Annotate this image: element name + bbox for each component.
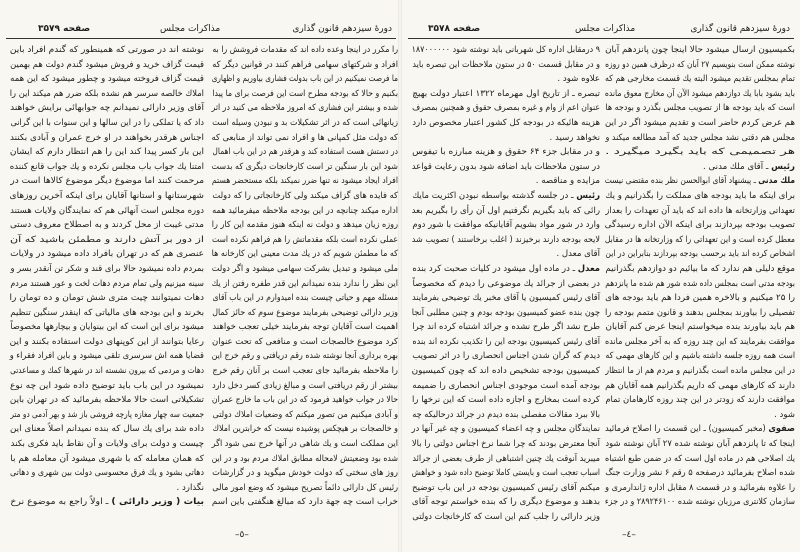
text-line: قیمت گزاف خرید و فروش میشود گندم دولت هم بهمین: [10, 59, 205, 70]
text-line: قضایا همه اش سرسری تلقی میشود و باین افراد فقراء و: [9, 351, 204, 362]
speaker-name: رئیس: [771, 161, 795, 172]
text-line: میشود برای این است که این بینوایان و بیچارهها مخصوصاً: [10, 322, 205, 333]
text-line: [605, 422, 795, 437]
text-line: را علاوه بفرمائید و در قسمت ۸ مقابل اداره ژاندارمری و: [605, 482, 795, 493]
text-line: [412, 262, 600, 277]
header-rule: [408, 38, 794, 39]
text-line: که فایده های گزاف میکند ولی کارخانجاتی را که دولت: [212, 190, 398, 201]
text-line: سینه میزنیم ولی تمام مردم دهات لخت و عور هستند مردم: [10, 278, 204, 289]
text-line: تمام بمجلس تقدیم میشود البته یك قسمت مخارجی هم که: [604, 74, 795, 85]
text-line: دهات و مردمی که بیرون نشسته اند در شهرها کمك و مساعدتی: [10, 366, 204, 377]
text-line: موافقت دارند که زودتر در این چند روزه کارهامان تمام: [605, 395, 795, 406]
text-line: و در مقابل جزء ۶۴ حقوق و هزینه مبارزه با تیفوس: [412, 147, 600, 158]
right-page: [400, 0, 800, 552]
speech-text: (مخبر کمیسیون) ـ این قسمت را اصلاح فرمائید: [605, 424, 769, 435]
text-line: میبرید آنوقت یك چنین اشتباهی از طرف بعضی از جرائد: [412, 453, 600, 464]
text-line: بودجه مدتی است بمجلس داده شده شور هم شده ما پانزدهم: [605, 278, 795, 289]
text-line: داد که یا تملکی را در این سالها و این سنوات با این گرانی: [10, 117, 204, 128]
header-page-number: صفحه ۳۵۷۹: [38, 24, 91, 34]
text-line: هم باید بیاورند بنده میخواستم اینجا عرض کنم آقایان: [605, 322, 795, 333]
text-line: آقای معدل .: [556, 249, 600, 260]
text-line: طرح نشد اگر طرح نشده و جرائد اشتباه کرده اند چرا: [412, 322, 600, 333]
text-column-right: [212, 43, 398, 510]
text-line: شود این بار سنگین تر است کارخانجات دیگری که بدست: [211, 161, 398, 172]
speaker-name: ملك مدنی: [758, 176, 795, 187]
text-column-right: [605, 43, 795, 510]
text-line: چیست و دولت برای ولایات و آن نقاط باید فکری بکند: [10, 439, 204, 450]
text-line: نوشته ممکن است بنویسیم ۲۷ آبان که درظرف همین دو روزه: [605, 59, 795, 70]
text-line: [413, 189, 600, 204]
text-line: شده اصلاح بفرمائید درصفحه ۵ رقم ۶ نشر وزارت جنگ: [605, 468, 795, 479]
text-line: موافقت بفرمایند که این چند روزه که به آخر مجلس مانده: [605, 336, 795, 347]
text-line: عنوان اعم از وام و غیره بمصرف حقوق و همچنین بمصرف: [412, 103, 600, 114]
text-line: عنصری هم که در تهران بافراد داده میشود در ولایات: [10, 249, 205, 260]
text-line: را ملاحظه بفرمائید جای تعجب است بر آنان رقم خرج: [212, 366, 398, 377]
header-page-number: صفحه ۳۵۷۸: [428, 24, 481, 34]
text-line: تفصیلی را بیاورند بمجلس بدهند و قانون متمم بودجه را: [605, 307, 795, 318]
text-line: برای اینکه ما باید بودجه های مملکت را بگذرانیم و یك: [605, 190, 795, 201]
text-line: کمیسیون بودجه تشخیص داده اند که چون کمیسیون: [411, 366, 600, 377]
text-line: علاوه شود .: [557, 74, 600, 85]
text-line: است که باید بودجه ها از تصویب مجلس بگذرد و بودجه ها: [605, 103, 795, 114]
text-line: نگذارد .: [176, 482, 204, 493]
text-line: کرد موضوع خالصجات است و منافعی که تحت عنوان: [211, 336, 398, 347]
text-line: یك اصلاحی هم در ماده اول است که در ضمن طبع اشتباه: [605, 453, 795, 464]
text-line: جمعیت سه چهار مغازه پارچه فروشی باز شد و بهر آدمی دو متر: [10, 409, 205, 420]
text-line: بکنیم و حالا که بودجه مطرح است این فرصت برای ما پیدا: [212, 88, 398, 99]
text-line: و خالصجات بر هیچکس پوشیده نیست که خرابترین املاك: [212, 424, 398, 435]
text-line: هزینه هائیکه در بودجه کل کشور اعتبار مخصوص دارد: [412, 117, 600, 128]
speaker-name: رئیس: [576, 190, 600, 201]
text-line: آقای رئیس کمیسیون یا آقای مخبر یك توضیحی بفرمایند: [411, 293, 600, 304]
text-line: که همان معامله که با شهری میشود آن معامله هم با: [10, 453, 204, 464]
speaker-name: معدل: [577, 263, 600, 274]
text-line: دوره مجلس است آنهائی هم که نمایندگان ولایات هستند: [10, 205, 205, 216]
text-line: وارد در شور مواد بشویم آقایانیکه موافقت با شور دوم: [412, 220, 600, 231]
page-footer-number: –٤–: [622, 530, 636, 540]
text-line: مرحمت کنند اما موضوع دیگر موضوع کالاها است در: [10, 176, 205, 187]
text-line: را مکرر در اینجا وعده داده اند که مقدمات فروشش را به: [212, 45, 398, 55]
text-line: در این مجلس مانده است بگذرانیم و مردم هم از ما انتظار: [605, 366, 795, 377]
page-footer-number: –٥–: [235, 530, 249, 540]
text-line: افراد ایجاد میشود نه تنها ضرر نمیکند بلکه مستحضر هستم: [211, 176, 398, 187]
text-line: مجلس هم دقتی نشد مجلس جدید که آمد مطالعه میکند و: [605, 132, 795, 143]
text-line: تعهداتی وزارتخانه ها داده اند که باید آن تعهدات را بعداز: [605, 205, 795, 216]
text-line: بمردم داده نمیشود حالا برای قند و شکر تن آنقدر بسر و: [10, 263, 205, 274]
header-rule: [6, 38, 396, 39]
text-line: تصویب بودجه بپردازند برای اینکه الآن اداره رسیدگی: [604, 220, 795, 231]
text-line: و در مقابل قسمت ۵۰ در ستون ملاحظات این تبصره باید: [412, 59, 600, 70]
text-line: داده شد برای یك سال که بنده نمیدانم اصلاً معنای این: [10, 424, 204, 435]
text-line: بیشتر از رقم دریافتی است و مبالغ زیادی کسر دخل دارد: [212, 380, 398, 391]
text-line: بخرند و این بودجه های مالیاتی که اینقدر سنگین تنظیم: [10, 307, 205, 318]
text-line: دهاتی بشود و یك فرق محسوسی دولت بین شهری و دهاتی: [10, 468, 205, 479]
text-line: شهرستانها و استانها آقایان برای اینکه آخرین روزهای: [9, 190, 205, 201]
text-line: این نظر را ندارد بنده نمیدانم این قدر طفره رفتن از یك: [211, 278, 398, 289]
text-line: [605, 160, 795, 175]
header-period: دورهٔ سیزدهم قانون گذاری: [292, 24, 392, 34]
text-line: افراد و شرکتهای سهامی فراهم کنند در قوانین دیگر که: [212, 59, 398, 70]
text-line: باید بشود بابا یك دوازدهم میشود الآن آن مخارج معوق مانده: [604, 88, 795, 99]
text-line: دیدم که گران شدن اجناس انحصاری را در اثر تصویب: [412, 351, 600, 362]
speech-text: ـ آقای ملك مدنی .: [703, 161, 772, 172]
text-line: روزه زیان میدهد و دولت نه اینکه هنوز مقدمه این کار را: [211, 220, 398, 231]
text-line: امتنا یك جواب باب مجلس نکرده و یك جواب قانع کننده: [9, 161, 205, 172]
text-line: در دستش هست استفاده کند و هرقدر هم در این باب اهمال: [212, 147, 398, 158]
book-fold: [398, 0, 402, 552]
text-line: مدتی غیبت از محل کردند و به اصطلاح معروف دستی: [9, 220, 204, 231]
text-line: مسئله مهم و حیاتی چیست بنده امیدوارم در این باب آقای: [212, 293, 398, 304]
text-line: حالا در جواب خواهید فرمود که در این باب ما خارج عمران: [211, 395, 398, 406]
text-line: اینجا که تا پانزدهم آبان نوشته شده ۲۷ آبان نوشته شود: [605, 439, 795, 450]
text-line: و آبادی میکنیم من تصور میکنم که وضعیات املاك دولتی: [212, 409, 398, 420]
text-line: اداره میکند چنانچه در این بودجه ملاحظه میفرمائید همه: [212, 205, 398, 216]
text-line: ما فرصت نمیکنیم در این باب بدولت فشاری بیاوریم و اظهاری: [211, 74, 398, 85]
text-line: نمایندگان مجلس و چه اعضاء کمیسیون و چه غیر آنها در: [411, 424, 600, 435]
header-title: مذاکرات مجلس: [160, 24, 221, 34]
text-line: چون بنده عضو کمیسیون بودجه بودم و چنین مطلبی آنجا: [411, 307, 600, 318]
text-line: میکنم آقای رئیس کمیسیون بودجه در این باب توضیح: [412, 482, 600, 493]
text-line: معطل کرده است و این تعهداتی را که وزارتخانه ها در مقابل: [604, 234, 795, 245]
text-line: بکمیسیون ارسال میشود حالا اینجا چون پانزدهم آبان: [605, 45, 795, 55]
text-line: نخواهد رسید .: [549, 132, 600, 143]
text-line: املاك خالصه سرسر هم نشده بلکه ضرر هم میکند این را: [9, 88, 205, 99]
text-line: آنجا معترض بودند که چرا شما نرخ اجناس دولتی را بالا: [411, 439, 600, 450]
text-line: مزایده و مناقصه .: [535, 176, 600, 187]
text-line: شده و بیشتر این فشاری که امروز ملاحظه می کنید در اثر: [211, 103, 398, 114]
text-line: را ۲۵ میکنیم و بالاخره همین فردا هم باید بودجه های: [605, 293, 795, 304]
text-line: تشکیلاتی است حالا ملاحظه بفرمائید که در تهران باین: [9, 395, 204, 406]
text-line: دهات نمیتوانند چیت متری شش تومان و ده تومان را: [9, 293, 205, 304]
text-line: اجناس هرقدر بخواهند در او خرج عمران و آبادی بکنند: [9, 132, 204, 143]
speech-text: ـ پیشنهاد آقای ابوالحسن نظر بنده مقتضی نیست: [604, 176, 759, 187]
text-line: روز های سختی که دولت خودش میگوید و در گزارشات: [212, 468, 398, 479]
text-column-left: [412, 43, 600, 525]
speaker-name: بیات ( وزیر دارائی ): [111, 497, 204, 508]
text-line: بهره برداری آنجا نوشته شده رقم دریافتی و رقم خرج این: [211, 351, 398, 362]
text-line: خراب است چه جهة دارد که مبالغ هنگفتی باین اسم: [211, 497, 398, 508]
text-line: آقای وزیر دارائی نمیدانم چه جوابهائی برایش خواهند: [10, 103, 204, 114]
text-line: در بعضی از جرائد یك موضوعی را دیدم که مخصوصاً: [412, 278, 600, 289]
text-line: هم عرض کردم حاضر است و تقدیم میشود اگر در این: [605, 117, 795, 128]
text-line: این بار کسر پیدا کند این را هم انتظار دارم که ایشان: [9, 147, 205, 158]
speech-text: ـ در جلسه گذشته بواسطه نبودن اکثریت مایك: [412, 190, 577, 201]
text-line: شده بود وضعیتش لامحاله مطابق املاك مردم بود و در این: [211, 453, 398, 464]
text-line: که دولت مثل کمپانی ها و افراد نمی تواند از منابعی که: [211, 132, 398, 143]
text-line: بودجه آمده است موجودی اجناس انحصاری را ضمیمه: [412, 380, 600, 391]
text-line: رعایا بتوانند از این کوپنهای دولت استفاده بکنند و این: [9, 336, 205, 347]
text-line: از دور بر آتش دارند و مطمئن باشید که آن: [9, 234, 204, 245]
text-line: که ما مطمئن شویم که در یك مدت معینی این کارخانه ها: [211, 249, 398, 260]
text-line: وزیر دارائی را جلب کنم این است که کارخانجات دولتی: [412, 512, 600, 522]
header-title: مذاکرات مجلس: [575, 24, 636, 34]
text-line: این مملکت است و یك شاهی در آنها خرج نمی شود اگر: [211, 439, 398, 450]
text-line: اشخاص کرده اند باید برحسب بودجه بپردازند بنابراین در این: [605, 249, 795, 260]
text-line: لایحه بودجه دارند برخیزند ( اغلب برخاستند ) تصویب شد: [411, 234, 600, 245]
text-column-left: [10, 43, 204, 510]
text-line: سازمان کلانتری مرزبان نوشته شده ۲۸۹۲۴۶۱۰۰ و در جزء: [604, 497, 795, 508]
text-line: رائی که باید بگیریم نگرفتیم اول آن رأی را بگیریم بعد: [411, 205, 600, 216]
speech-text: ـ در ماده اول میشود در کلیات صحبت کرد بنده: [412, 263, 578, 274]
text-line: قیمت گزاف فروخته میشود و چطور میشود که این همه: [10, 74, 205, 85]
text-line: [604, 174, 795, 189]
text-line: است همه روزه جلسه داشته باشیم و این کارهای مهمی که: [605, 351, 795, 362]
text-line: اهمیت است آقایان توجه بفرمایند خیلی تعجب خواهند: [212, 322, 398, 333]
text-line: نمیشود در این باب باید توضیح داده شود این چه نوع: [10, 380, 205, 391]
text-line: بالا ببرد مقالات مفصلی بنده دیدم در جرائد درحالیکه چه: [412, 409, 600, 420]
text-line: رئیس کل دارائی دائماً تصریح میشود که وضع امور مالی: [212, 482, 398, 493]
speaker-name: صفوی: [768, 424, 795, 435]
text-line: نوشته اند در صورتی که همینطور که گندم افراد باین: [9, 45, 205, 55]
speech-text: ـ اولاً راجع به موضوع نرخ: [10, 497, 112, 508]
text-line: کرده است بمخارج و اجازه داده است که این نرخها را: [411, 395, 600, 406]
header-period: دورهٔ سیزدهم قانون گذاری: [690, 24, 790, 34]
text-line: بدهند و موضوع دیگری را که بنده خواستم توجه آقای: [411, 497, 600, 508]
text-line: در ستون ملاحظات باید اضافه شود بدون رعایت قواعد: [411, 161, 600, 172]
text-line: وزیر دارائی توضیحی بفرمایند موضوع سوم که حائز کمال: [212, 307, 398, 318]
text-line: [0, 495, 204, 510]
text-line: هر تصمیمی که باید بگیرد میگیرد .: [605, 147, 795, 158]
text-line: عملی نکرده است بلکه مقدماتش را هم فراهم نکرده است: [211, 234, 398, 245]
text-line: اسباب تعجب است و بایستی کاملا توضیح داده شود و خواهش: [411, 468, 600, 479]
text-line: ۹ درمقابل اداره کل شهربانی باید نوشته شود ۱۸۷۰۰۰۰۰۰: [411, 45, 600, 55]
text-line: تبصره ـ از تاریخ اول مهرماه ۱۳۲۲ اعتبار دولت بهیچ: [412, 88, 600, 99]
text-line: آقای رئیس کمیسیون بودجه این را تکذیب نکرده اند بنده: [412, 336, 600, 347]
text-line: ملی میشود و تبدیل بشرکت سهامی میشود و اگر دولت: [211, 263, 398, 274]
text-line: موقع دلیلی هم ندارد که ما بیائیم دو دوازدهم بگذرانیم: [605, 263, 795, 274]
text-line: زیانهائی است که در اثر تشکیلات بد و نبودن وسیله است: [212, 117, 398, 128]
text-line: دارند که کارهای مهمی که داریم بگذرانیم همه آقایان هم: [605, 380, 795, 391]
text-line: شود .: [774, 409, 795, 420]
